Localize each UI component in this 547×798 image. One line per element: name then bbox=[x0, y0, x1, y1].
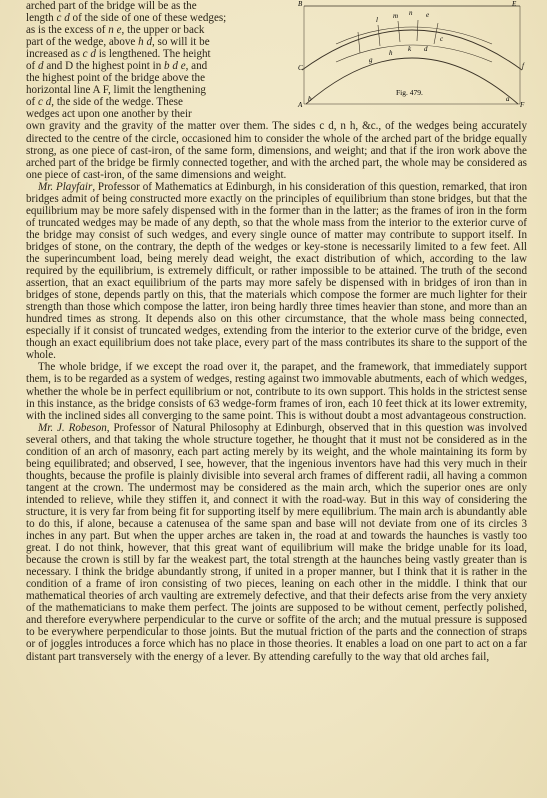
text-line: horizontal line A F, limit the lengthening bbox=[26, 84, 206, 97]
label-n: n bbox=[409, 9, 413, 17]
label-B: B bbox=[298, 0, 303, 8]
label-C: C bbox=[298, 64, 303, 72]
paragraph-1-top bbox=[0, 0, 547, 120]
paragraph-text: , Professor of Natural Philosophy at Edinburgh, observed that in this question was involved several others, and that taking the whole structure together, he thought that it must not be considered as in the condition of an arch of masonry, each part acting merely by its weight, and the whole maintaining its form by being equilibrated; and observed, I see, however, that the ingenious inventors have had this very much in their thoughts, because the profile is plainly divisible into several arch frames of different radii, all having a common tangent at the crown. The undermost may be considered as the main arch, which the superior ones are only intended to relieve, while they stiffen it, and connect it with the road-way. But in this way of considering the structure, it is very far from being fit for supporting itself by mere equilibrium. The main arch is abundantly able to do this, if alone, because a catenusea of the same span and base will not deviate from one of its circles 3 inches in any part. But when the upper arches are taken in, the road at and towards the haunches is vastly too great. I do not think, however, that this great want of equilibrium will make the bridge unable for its load, because the crown is still by far the weakest part, the total strength at the haunches being vastly greater than is necessary. I think the bridge abundantly strong, if united in a proper manner, but I think that it is rather in the condition of a frame of iron consisting of two pieces, leaning on each other in the middle. I think that our mathematical theories of arch vaulting are extremely defective, and that their defects arise from the very anxiety of the mathematicians to make them perfect. The joints are supposed to be without cement, perfectly polished, and therefore everywhere perpendicular to the curve or soffite of the arch; and the mutual pressure is supposed to be everywhere perpendicular to those joints. But the mutual friction of the parts and the connection of straps or of joggles introduces a force which has no place in those theories. It enables a load on one part to act on a far distant part transversely with the energy of a lever. By attending carefully to the way that old arches fail, bbox=[26, 421, 527, 663]
text-line: part of the wedge, above h d, so will it be bbox=[26, 36, 210, 49]
figure-caption: Fig. 479. bbox=[396, 88, 423, 97]
label-f: f bbox=[522, 62, 524, 70]
label-c: c bbox=[440, 35, 444, 43]
text-line: increased as c d is lengthened. The height bbox=[26, 48, 211, 61]
label-A: A bbox=[298, 101, 303, 108]
text-line: arched part of the bridge will be as the bbox=[26, 0, 197, 12]
text-line: length c d of the side of one of these wedges; bbox=[26, 12, 227, 25]
paragraph-whole-bridge: The whole bridge, if we except the road over it, the parapet, and the framework, that immediately support them, is to be regarded as a system of wedges, resting against two immovable abutments, each of which wedges, whether the whole be in perfect equilibrium or not, contribute to its own support. This holds in the strictest sense in this instance, as the bridge consists of 63 wedge-form frames of iron, each 10 feet thick at its lower extremity, with the inclined sides all converging to the same point. This is without doubt a most advantageous construction. bbox=[26, 361, 527, 422]
text-line: as is the excess of n e, the upper or back bbox=[26, 24, 205, 37]
label-F: F bbox=[520, 101, 525, 108]
text-line: the highest point of the bridge above the bbox=[26, 72, 205, 85]
label-l: l bbox=[376, 16, 378, 24]
label-d: d bbox=[424, 45, 428, 53]
label-E: E bbox=[512, 0, 517, 8]
label-h: h bbox=[389, 49, 393, 57]
paragraph-1-rest: own gravity and the gravity of the matter over them. The sides c d, n h, &c., of the wedges being accurately directed to the centre of the circle, occasioned him to consider the whole of the arched part of the bridge equally strong, as one piece of cast-iron, of the same form, dimensions, and weight; and that if the iron work above the arched part of the bridge be firmly connected together, and with the arched part, the whole may be considered as one piece of cast-iron, of the same dimensions and weight. bbox=[26, 120, 527, 181]
label-k: k bbox=[408, 45, 412, 53]
text-line: of c d, the side of the wedge. These bbox=[26, 96, 183, 109]
text-line: wedges act upon one another by their bbox=[26, 108, 192, 121]
paragraph-text: , Professor of Mathematics at Edinburgh, in his consideration of this question, remarked, that iron bridges admit of being constructed more exactly on the principles of equilibrium than stone bridges, but that the equilibrium may be more safely dispensed with in the former than in the latter; as the frames of iron in the form of truncated wedges may be made of any depth, so that the whole mass from the interior to the exterior curve of the bridge may consist of such wedges, and every single ounce of matter may contribute to support itself. In bridges of stone, on the contrary, the depth of the wedges or key-stone is necessarily limited to a few feet. All the superincumbent load, being merely dead weight, the exact distribution of which, according to the law required by the equilibrium, is extremely difficult, or rather impossible to be attained. The truth of the second assertion, that an exact equilibrium of the parts may more safely be dispensed with in bridges of iron than in bridges of stone, depends partly on this, that the materials which compose the former are much lighter for their strength than those which compose the latter, iron being hardly three times heavier than stone, and more than an hundred times as strong. It depends also on this other circumstance, that the whole mass being connected, especially if it consist of truncated wedges, extending from the interior to the exterior curve of the bridge, even though an exact equilibrium does not take place, every part of the mass contributes its share to the support of the whole. bbox=[26, 180, 527, 362]
author-name: Mr. J. Robeson bbox=[38, 421, 107, 434]
author-name: Mr. Playfair bbox=[38, 180, 93, 193]
label-a: a bbox=[506, 95, 510, 103]
paragraph-playfair bbox=[0, 181, 547, 362]
label-e: e bbox=[426, 11, 430, 19]
label-b: b bbox=[308, 95, 312, 103]
label-m: m bbox=[393, 12, 399, 20]
label-g: g bbox=[369, 56, 373, 64]
text-line: of d and D the highest point in b d e, and bbox=[26, 60, 208, 73]
paragraph-robeson bbox=[0, 422, 547, 663]
